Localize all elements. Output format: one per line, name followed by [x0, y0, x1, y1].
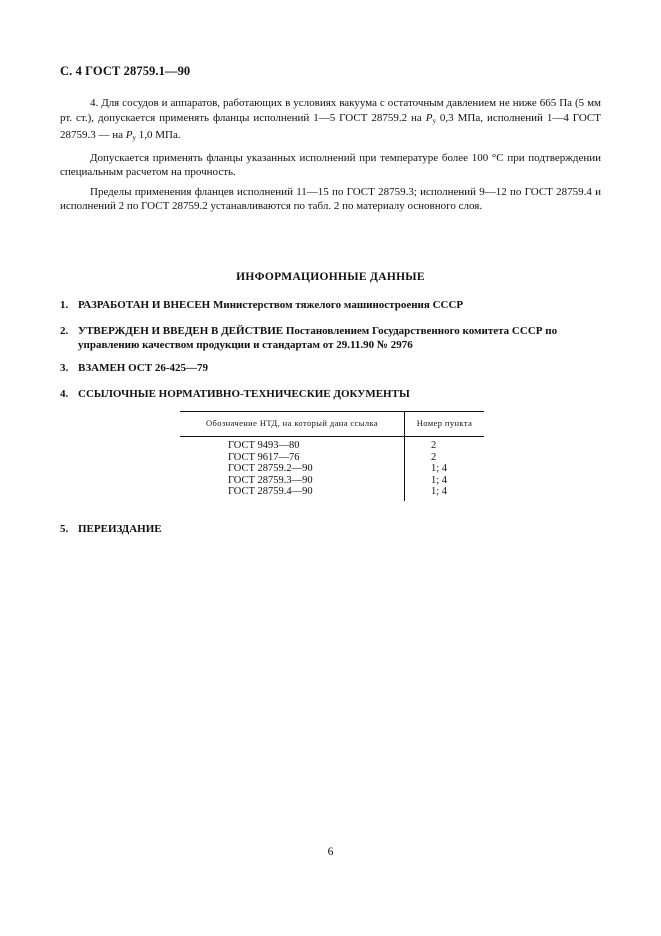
body-text — [60, 96, 601, 219]
table-row: ГОСТ 9493—80 2 — [180, 437, 484, 452]
info-item-approved: 2. УТВЕРЖДЕН И ВВЕДЕН В ДЕЙСТВИЕ Постановлением Государственного комитета СССР по управлению качеством продукции и стандартам от 29.11.90 № 2976 — [60, 325, 558, 351]
info-section-title: ИНФОРМАЦИОННЫЕ ДАННЫЕ — [236, 271, 425, 283]
page-header: С. 4 ГОСТ 28759.1—90 — [60, 64, 191, 78]
paragraph-vacuum: 4. Для сосудов и аппаратов, работающих в условиях вакуума с остаточным давлением не ниже 665 Па (5 мм рт. ст.), допускается применять фланцы исполнений 1—5 ГОСТ 28759.2 на $P_y$ 0,3 МПа, исполнений 1—4 ГОСТ 28759.3 — на $P_y$ 1,0 МПа. — [60, 97, 601, 142]
info-item-reissue: 5. ПЕРЕИЗДАНИЕ — [60, 523, 162, 535]
paragraph-limits: Пределы применения фланцев исполнений 11—15 по ГОСТ 28759.3; исполнений 9—12 по ГОСТ 28759.4 и исполнений 2 по ГОСТ 28759.2 устанавливаются по табл. 2 по материалу основного слоя. — [60, 185, 601, 212]
reference-table — [180, 411, 484, 501]
table-row: ГОСТ 28759.2—90 1; 4 — [180, 463, 484, 475]
column-header-document: Обозначение НТД, на который дана ссылка — [180, 412, 405, 437]
table-row: ГОСТ 28759.4—90 1; 4 — [180, 486, 484, 501]
table-row: ГОСТ 28759.3—90 1; 4 — [180, 475, 484, 487]
page-number: 6 — [327, 846, 334, 858]
table-header-row — [180, 412, 484, 437]
info-item-replaces: 3. ВЗАМЕН ОСТ 26-425—79 — [60, 362, 208, 374]
info-item-developed: 1. РАЗРАБОТАН И ВНЕСЕН Министерством тяжелого машиностроения СССР — [60, 299, 464, 311]
paragraph-temperature: Допускается применять фланцы указанных исполнений при температуре более 100 °С при подтверждении специальным расчетом на прочность. — [60, 151, 601, 178]
column-header-clause: Номер пункта — [405, 412, 485, 437]
info-item-references: 4. ССЫЛОЧНЫЕ НОРМАТИВНО-ТЕХНИЧЕСКИЕ ДОКУМЕНТЫ — [60, 388, 410, 400]
table-row: ГОСТ 9617—76 2 — [180, 452, 484, 464]
